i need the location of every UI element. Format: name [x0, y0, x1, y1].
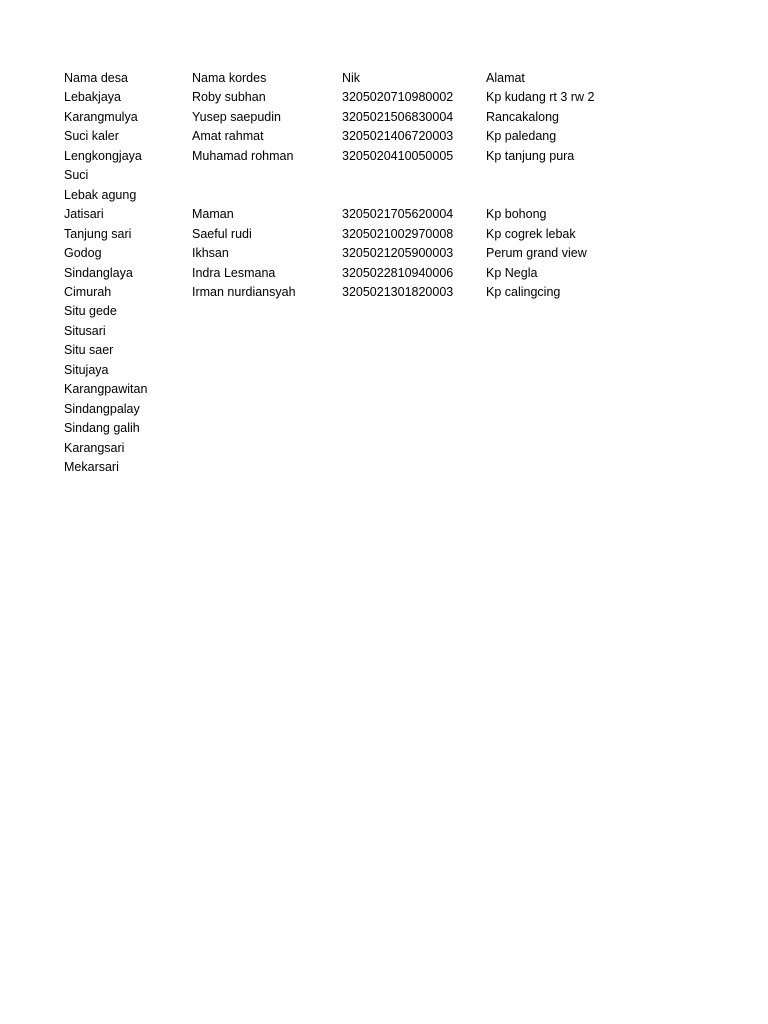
cell-nama-desa: Suci — [64, 168, 89, 183]
table-row — [64, 380, 686, 399]
cell-nama-kordes: Roby subhan — [192, 90, 266, 105]
table-body — [64, 88, 686, 477]
cell-nama-desa: Godog — [64, 246, 102, 261]
cell-alamat: Kp cogrek lebak — [486, 226, 576, 241]
table-row — [64, 166, 686, 185]
table-header-row — [64, 69, 686, 88]
table-row — [64, 419, 686, 438]
cell-nama-desa: Lebak agung — [64, 187, 137, 202]
cell-nama-kordes — [192, 361, 342, 380]
cell-alamat — [486, 380, 686, 399]
cell-nama-kordes: Maman — [192, 207, 234, 222]
cell-nama-kordes: Yusep saepudin — [192, 109, 281, 124]
cell-nama-desa: Lebakjaya — [64, 90, 121, 105]
cell-nik — [342, 400, 486, 419]
cell-nama-kordes — [192, 439, 342, 458]
cell-alamat: Kp tanjung pura — [486, 148, 575, 163]
cell-alamat — [486, 458, 686, 477]
cell-alamat — [486, 361, 686, 380]
cell-nama-desa: Sindang galih — [64, 421, 140, 436]
cell-nama-kordes: Indra Lesmana — [192, 265, 276, 280]
cell-nik: 3205022810940006 — [342, 265, 454, 280]
cell-nik — [342, 458, 486, 477]
header-nama-kordes: Nama kordes — [192, 71, 267, 85]
cell-nama-desa: Situjaya — [64, 362, 109, 377]
table-row — [64, 302, 686, 321]
cell-alamat — [486, 322, 686, 341]
cell-nik — [342, 439, 486, 458]
cell-alamat — [486, 419, 686, 438]
cell-nik: 3205021205900003 — [342, 246, 454, 261]
cell-alamat — [486, 439, 686, 458]
table-row — [64, 225, 686, 244]
cell-nama-kordes — [192, 380, 342, 399]
cell-nama-desa: Jatisari — [64, 207, 104, 222]
cell-nik — [342, 361, 486, 380]
cell-nama-desa: Karangpawitan — [64, 382, 148, 397]
header-nik: Nik — [342, 71, 361, 85]
cell-nik: 3205020710980002 — [342, 90, 454, 105]
cell-nama-kordes — [192, 341, 342, 360]
cell-nama-desa: Mekarsari — [64, 460, 119, 475]
cell-nama-kordes: Amat rahmat — [192, 129, 264, 144]
cell-nik: 3205021002970008 — [342, 226, 454, 241]
cell-alamat: Kp kudang rt 3 rw 2 — [486, 90, 595, 105]
cell-nama-desa: Karangmulya — [64, 109, 138, 124]
cell-nama-desa: Situ saer — [64, 343, 114, 358]
cell-nik — [342, 322, 486, 341]
table-row — [64, 458, 686, 477]
header-nama-desa: Nama desa — [64, 71, 128, 85]
cell-alamat — [486, 341, 686, 360]
cell-alamat — [486, 302, 686, 321]
table-row — [64, 244, 686, 263]
table-row — [64, 127, 686, 146]
cell-nik: 3205021705620004 — [342, 207, 454, 222]
cell-nama-kordes: Saeful rudi — [192, 226, 252, 241]
cell-nama-kordes — [192, 458, 342, 477]
cell-nik — [342, 166, 486, 185]
table-row — [64, 361, 686, 380]
table-row — [64, 88, 686, 107]
cell-nik: 3205021301820003 — [342, 284, 454, 299]
cell-nama-kordes — [192, 302, 342, 321]
cell-nama-kordes — [192, 186, 342, 205]
cell-nik: 3205020410050005 — [342, 148, 454, 163]
cell-nama-desa: Sindanglaya — [64, 265, 133, 280]
cell-alamat: Kp calingcing — [486, 284, 561, 299]
cell-nama-desa: Sindangpalay — [64, 401, 140, 416]
cell-alamat: Kp Negla — [486, 265, 538, 280]
cell-nama-desa: Lengkongjaya — [64, 148, 142, 163]
cell-nama-desa: Karangsari — [64, 440, 125, 455]
document-page — [64, 69, 724, 478]
cell-alamat: Kp bohong — [486, 207, 547, 222]
table-row — [64, 108, 686, 127]
table-row — [64, 205, 686, 224]
cell-alamat: Kp paledang — [486, 129, 557, 144]
cell-alamat — [486, 400, 686, 419]
table-row — [64, 322, 686, 341]
cell-nama-kordes — [192, 322, 342, 341]
cell-nik: 3205021506830004 — [342, 109, 454, 124]
cell-alamat — [486, 166, 686, 185]
cell-nama-kordes — [192, 166, 342, 185]
header-alamat: Alamat — [486, 71, 525, 85]
cell-nama-desa: Situ gede — [64, 304, 117, 319]
table-row — [64, 400, 686, 419]
cell-nama-desa: Situsari — [64, 323, 106, 338]
table-row — [64, 147, 686, 166]
cell-nik — [342, 380, 486, 399]
table-row — [64, 341, 686, 360]
cell-nik: 3205021406720003 — [342, 129, 454, 144]
cell-nama-kordes: Muhamad rohman — [192, 148, 294, 163]
cell-nik — [342, 186, 486, 205]
cell-nama-kordes — [192, 400, 342, 419]
table-row — [64, 439, 686, 458]
cell-alamat — [486, 186, 686, 205]
table-row — [64, 283, 686, 302]
table-row — [64, 264, 686, 283]
cell-nik — [342, 302, 486, 321]
cell-nama-kordes: Irman nurdiansyah — [192, 284, 296, 299]
table-row — [64, 186, 686, 205]
cell-nama-kordes: Ikhsan — [192, 246, 229, 261]
cell-alamat: Rancakalong — [486, 109, 559, 124]
cell-nik — [342, 341, 486, 360]
cell-nama-kordes — [192, 419, 342, 438]
cell-nama-desa: Cimurah — [64, 284, 112, 299]
kordes-table — [64, 69, 686, 478]
cell-alamat: Perum grand view — [486, 246, 587, 261]
cell-nik — [342, 419, 486, 438]
cell-nama-desa: Tanjung sari — [64, 226, 132, 241]
cell-nama-desa: Suci kaler — [64, 129, 119, 144]
